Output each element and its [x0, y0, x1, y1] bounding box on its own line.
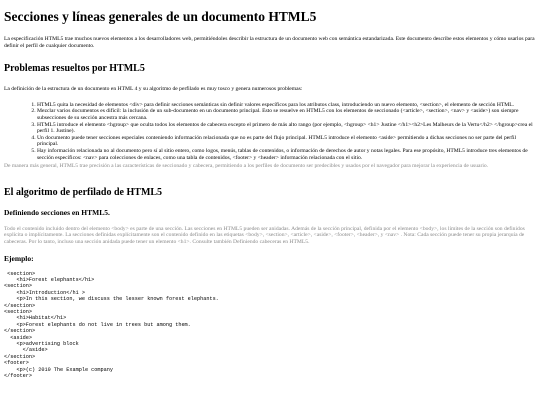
definition-paragraph: La definición de la estructura de un documento en HTML 4 y su algoritmo de perfilado es muy tosco y genera numerosos problemas:	[4, 86, 303, 93]
list-item: 3. HTML5 introduce el elemento <hgroup> que oculta todos los elementos de cabecera excepto el primero de más alto rango (por ejemplo, <hgroup> <h1> Justine </h1><h2>Les Malheurs de la Vertu</h2> </hgroup>crea el perfil 1. Justine).	[37, 122, 536, 135]
list-item: 1. HTML5 quita la necesidad de elementos <div> para definir secciones semánticas sin definir valores específicos para los atributos class, introduciendo un nuevo elemento, <section>, el elemento de sección HTML.	[37, 102, 536, 109]
list-item: 4. Un documento puede tener secciones especiales conteniendo información relacionada que no es parte del flujo principal. HTML5 introduce el elemento <aside> permitiendo a dichas secciones no ser parte del perfil principal.	[37, 135, 536, 148]
example-heading: Ejemplo:	[4, 253, 34, 263]
sections-paragraph: Todo el contenido incluido dentro del elemento <body> es parte de una sección. Las secciones en HTML5 pueden ser anidadas. Además de la sección principal, definida por el elemento <body>, los límites de la sección son definidos explícita o implícitamente. La secciones definidas explícitamente son el contenido definido en las etiquetas <body>, <section>, <article>, <aside>, <footer>, <header>, y <nav> . Nota: Cada sección puede tener su propia jerarquía de cabeceras. Por lo tanto, incluso una sección anidada puede tener un elemento <h1>. Consulte también Definiendo cabeceras en HTML5.	[4, 225, 525, 245]
algorithm-heading: El algoritmo de perfilado de HTML5	[4, 186, 163, 198]
intro-paragraph: La especificación HTML5 trae muchos nuevos elementos a los desarrolladores web, permitiéndoles describir la estructura de un documento web con semántica estandarizada. Este documento describe estos elementos y cómo usarlos para definir el perfil de cualquier documento.	[4, 36, 535, 49]
list-item: 5. Hay información relacionada no al documento pero sí al sitio entero, como logos, menús, tablas de contenidos, o información de derechos de autor y notas legales. Para ese propósito, HTML5 introduce tres elementos de sección específicos: <nav> para colecciones de enlaces, como una tabla de contenidos, <footer> y <header> información relacionada con el sitio.	[37, 148, 536, 161]
code-example: <section> <h1>Forest elephants</h1> <section> <h1>Introduction</h1 > <p>In this section, we discuss the lesser known forest elephants. </section> <section> <h1>Habitat</h1> <p>Forest elephants do not live in trees but among them. </section> <aside> <p>advertising block </aside> </section> <footer> <p>(c) 2010 The Example company </footer>	[4, 270, 219, 379]
general-note: De manera más general, HTML5 trae precisión a las características de seccionado y cabecera, permitiendo a los perfiles de documento ser predecibles y usados por el navegador para mejorar la experiencia de usuario.	[4, 163, 489, 170]
problems-heading: Problemas resueltos por HTML5	[4, 63, 145, 75]
defining-sections-heading: Definiendo secciones en HTML5.	[4, 207, 110, 217]
document-page	[4, 0, 536, 379]
page-title: Secciones y líneas generales de un documento HTML5	[4, 9, 317, 24]
list-item: 2. Mezclar varios documentos es difícil: la inclusión de un sub-documento en un documento principal. Esto se resuelve en HTML5 con los elementos de seccionado (<article>, <section>, <nav> y <aside>) son siempre subsecciones de su sección ancestra más cercana.	[37, 108, 536, 121]
problems-list	[4, 102, 536, 161]
